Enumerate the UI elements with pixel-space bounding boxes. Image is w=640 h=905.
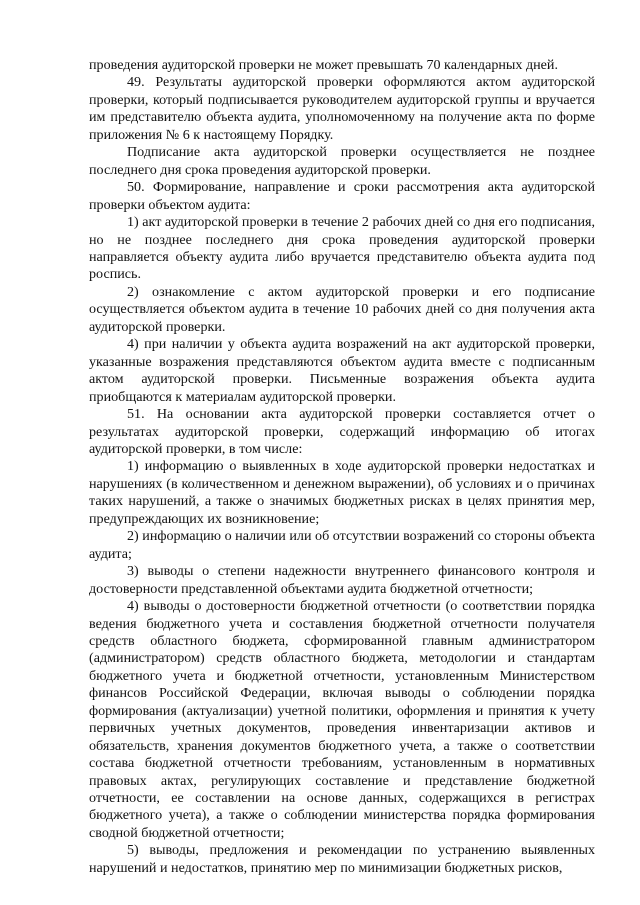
list-item-50-4: 4) при наличии у объекта аудита возражений на акт аудиторской проверки, указанные возражения представляются объектом аудита вместе с подписанным актом аудиторской проверки. Письменные возражения объекта аудита приобщаются к материалам аудиторской проверки. xyxy=(89,336,595,405)
list-item-51-5: 5) выводы, предложения и рекомендации по устранению выявленных нарушений и недостатков, принятию мер по минимизации бюджетных рисков, xyxy=(89,842,595,876)
paragraph-51: 51. На основании акта аудиторской проверки составляется отчет о результатах аудиторской проверки, содержащий информацию об итогах аудиторской проверки, в том числе: xyxy=(89,406,595,457)
paragraph-50: 50. Формирование, направление и сроки рассмотрения акта аудиторской проверки объектом аудита: xyxy=(89,179,595,213)
list-item-50-2: 2) ознакомление с актом аудиторской проверки и его подписание осуществляется объектом аудита в течение 10 рабочих дней со дня получения акта аудиторской проверки. xyxy=(89,283,595,335)
list-item-51-3: 3) выводы о степени надежности внутреннего финансового контроля и достоверности представленной объектами аудита бюджетной отчетности; xyxy=(89,563,595,597)
paragraph-signing: Подписание акта аудиторской проверки осуществляется не позднее последнего дня срока проведения аудиторской проверки. xyxy=(89,144,595,178)
paragraph-49: 49. Результаты аудиторской проверки оформляются актом аудиторской проверки, который подписывается руководителем аудиторской группы и вручается им представителю объекта аудита, уполномоченному на получение акта по форме приложения № 6 к настоящему Порядку. xyxy=(89,74,595,143)
list-item-51-1: 1) информацию о выявленных в ходе аудиторской проверки недостатках и нарушениях (в количественном и денежном выражении), об условиях и о причинах таких нарушений, а также о значимых бюджетных рисках в целях принятия мер, предупреждающих их возникновение; xyxy=(89,458,595,527)
list-item-50-1: 1) акт аудиторской проверки в течение 2 рабочих дней со дня его подписания, но не позднее последнего дня срока проведения аудиторской проверки направляется объекту аудита либо вручается представителю объекта аудита под роспись. xyxy=(89,214,595,283)
document-page xyxy=(89,57,595,877)
list-item-51-2: 2) информацию о наличии или об отсутствии возражений со стороны объекта аудита; xyxy=(89,528,595,562)
paragraph-continuation: проведения аудиторской проверки не может превышать 70 календарных дней. xyxy=(89,57,558,73)
list-item-51-4: 4) выводы о достоверности бюджетной отчетности (о соответствии порядка ведения бюджетного учета и составления бюджетной отчетности получателя средств областного бюджета, сформированной главным администратором (администратором) средств областного бюджета, методологии и стандартам бюджетного учета и бюджетной отчетности, установленным Министерством финансов Российской Федерации, включая выводы о соблюдении порядка формирования (актуализации) учетной политики, оформления и принятия к учету первичных учетных документов, проведения инвентаризации активов и обязательств, хранения документов бюджетного учета, а также о соответствии состава бюджетной отчетности требованиям, установленным в нормативных правовых актах, регулирующих составление и представление бюджетной отчетности, ее составлении на основе данных, содержащихся в регистрах бюджетного учета), а также о соблюдении министерства порядка формирования сводной бюджетной отчетности; xyxy=(89,598,595,841)
